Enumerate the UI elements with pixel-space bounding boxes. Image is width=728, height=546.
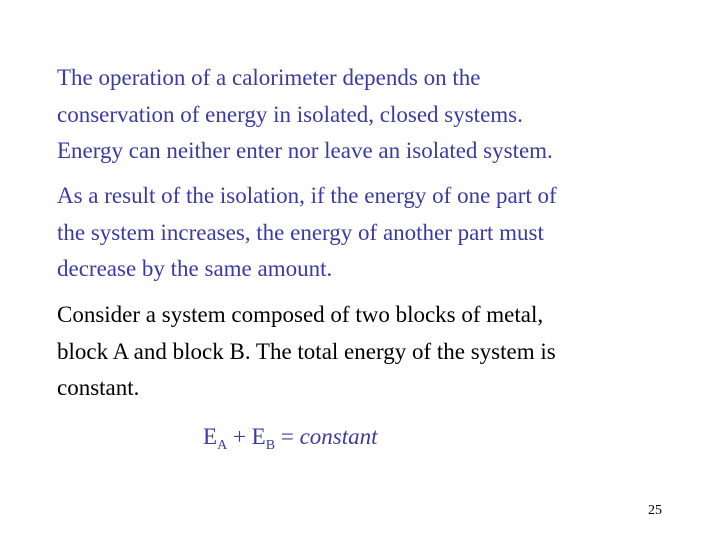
equation-rhs: constant (299, 424, 378, 449)
paragraph-two-blocks (57, 297, 697, 407)
equation-term-base: E (203, 424, 218, 449)
text-line: the system increases, the energy of another part must (57, 219, 544, 245)
equation-term-subscript: B (265, 438, 276, 453)
text-line: block A and block B. The total energy of the system is (57, 338, 556, 364)
text-line: The operation of a calorimeter depends on the (57, 65, 481, 90)
slide-number: 25 (648, 503, 662, 518)
text-line: Energy can neither enter nor leave an isolated system. (57, 138, 553, 163)
equation-term-base: E (251, 424, 266, 449)
text-line: Consider a system composed of two blocks of metal, (57, 302, 544, 327)
paragraph-calorimeter-intro (57, 60, 697, 170)
energy-equation (203, 419, 378, 455)
equation-term-subscript: A (217, 438, 228, 453)
text-line: conservation of energy in isolated, closed systems. (57, 101, 523, 127)
text-line: decrease by the same amount. (57, 256, 333, 281)
equation-equals: = (275, 424, 300, 449)
text-line: constant. (57, 375, 140, 400)
equation-plus: + (227, 424, 252, 449)
text-line: As a result of the isolation, if the energy of one part of (57, 183, 557, 208)
paragraph-isolation-result (57, 178, 697, 288)
